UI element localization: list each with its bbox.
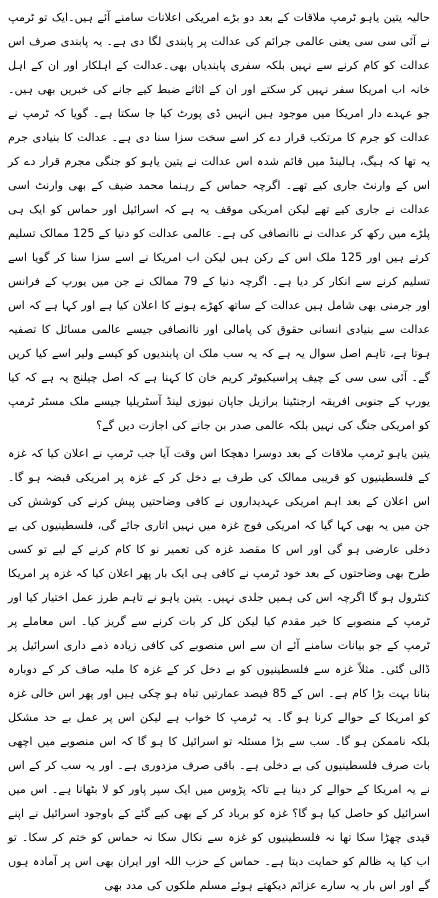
article-paragraph-2: یتین یاہو ٹرمپ ملاقات کے بعد دوسرا دھچکا اس وقت آیا جب ٹرمپ نے اعلان کیا کہ غزہ کے فلسطینیوں کو قریبی ممالک کی طرف بے دخل کر کے غزہ پر امریکی قبضہ ہو گا۔ اس اعلان کے بعد اہم امریکی عہدیداروں نے کافی وضاحتیں پیش کرنے کی کوشش کی جن میں یہ بھی کہا گیا کہ امریکی فوج غزہ میں نہیں اتاری جائے گی، فلسطینیوں کی بے دخلی عارضی ہو گی اور اس کا مقصد غزہ کی تعمیر نو کا کام کرنے کے لیے تو کسی طرح بھی وضاحتوں کے بعد خود ٹرمپ نے کافی ہی ایک بار پھر اعلان کیا کہ غزہ پر امریکا کنٹرول ہو گا اگرچہ اس کی ہمیں جلدی نہیں۔ یتین یاہو نے تاہم طرز عمل اختیار کیا اور ٹرمپ کے منصوبے کا خیر مقدم کیا لیکن کل کر بات کرنے سے گریز کیا۔ اس معاملے پر ٹرمپ کے جو بیانات سامنے آئے ان سے اس منصوبے کی کافی زیادہ ذمے داری اسرائیل پر ڈالی گئی۔ مثلاً غزہ سے فلسطینیوں کو بے دخل کر کے غزہ کا ملبہ صاف کر کے دوبارہ بنانا بہت بڑا کام ہے۔ اس کے 85 فیصد عمارتیں تباہ ہو چکی ہیں اور پھر اس خالی غزہ کو امریکا کے حوالے کرنا ہو گا۔ یہ ٹرمپ کا خواب ہے لیکن اس پر عمل بے حد مشکل بلکہ ناممکن ہو گا۔ سب سے بڑا مسئلہ تو اسرائیل کا ہو گا کہ اس منصوبے میں اچھی بات صرف فلسطینیوں کی بے دخلی ہے۔ باقی صرف مزدوری ہے۔ اور یہ سب کر کے اس نے یہ امریکا کے حوالے کر دینا ہے تاکہ پڑوس میں ایک سپر پاور کو لا بٹھانا ہے۔ اس میں اسرائیل کو حاصل کیا ہو گا؟ غزہ کو برباد کر کے بھی کیے گئے کے باوجود اسرائیل نے اپنے قیدی چھڑا سکا تھا نہ فلسطینیوں کو غزہ سے نکال سکا نہ حماس کو ختم کر سکا۔ تو اب کیا یہ ظالم کو حمایت دیتا ہے۔ حماس کے حزب اللہ اور ایران بھی اس پر آمادہ ہوں گے اور اس بار یہ سارے عزائم دیکھتے ہوئے مسلم ملکوں کی مدد بھی (8, 447, 430, 892)
article-paragraph-1: حالیہ یتین یاہو ٹرمپ ملاقات کے بعد دو بڑے امریکی اعلانات سامنے آئے ہیں۔ایک تو ٹرمپ نے آئی سی سی یعنی عالمی جرائم کی عدالت پر پابندی لگا دی ہے۔ یہ پابندی صرف اس عدالت کو کام کرنے سے نہیں بلکہ سفری پابندیاں بھی۔عدالت کے اہلکار اور ان کے اہل خانہ اب امریکا سفر نہیں کر سکتے اور ان کے اثاثے ضبط کیے جانے کی خبریں بھی ہیں۔ جو عہدے دار امریکا میں موجود ہیں انہیں ڈی پورٹ کیا جا سکتا ہے۔ گویا کہ ٹرمپ نے عدالت کو جرم کا مرتکب قرار دے کر اسے سخت سزا سنا دی ہے۔ عدالت کا بنیادی جرم یہ تھا کہ ہیگ، ہالینڈ میں قائم شدہ اس عدالت نے یتین یاہو کو جنگی مجرم قرار دے کر اس کے وارنٹ جاری کیے تھے۔ اگرچہ حماس کے رہنما محمد ضیف کے بھی وارنٹ اسی عدالت نے جاری کیے تھے لیکن امریکی موقف یہ ہے کہ اسرائیل اور حماس کو ایک ہی پلڑے میں رکھ کر عدالت نے ناانصافی کی ہے۔ عالمی عدالت کو دنیا کے 125 ممالک تسلیم کرتے ہیں اور 125 ملک اس کے رکن ہیں لیکن اب امریکا نے اسے سزا سنا کر گویا اسے تسلیم کرنے سے انکار کر دیا ہے۔ اگرچہ دنیا کے 79 ممالک نے جن میں یورپ کے فرانس اور جرمنی بھی شامل ہیں عدالت کے ساتھ کھڑے ہونے کا اعلان کیا ہے اور کہا ہے کہ اس عدالت سے بنیادی انسانی حقوق کی پامالی اور ناانصافی جیسے عالمی مسائل کا تصفیہ ہوتا ہے، تاہم اصل سوال یہ ہے کہ یہ سب ملک ان پابندیوں کو کیسے ولیر اسے کیا کریں گے۔ آئی سی سی کے چیف پراسیکیوٹر کریم خان کا کہنا ہے کہ اصل چیلنج یہ ہے کہ کیا یورپ کے جنوبی افریقہ ارجنٹینا برازیل جاپان نیوزی لینڈ آسٹریلیا جیسے ملک مسٹر ٹرمپ کو امریکی جنگ کی نہیں بلکہ عالمی صدر بن جانے کی اجازت دیں گے؟ (8, 11, 431, 432)
